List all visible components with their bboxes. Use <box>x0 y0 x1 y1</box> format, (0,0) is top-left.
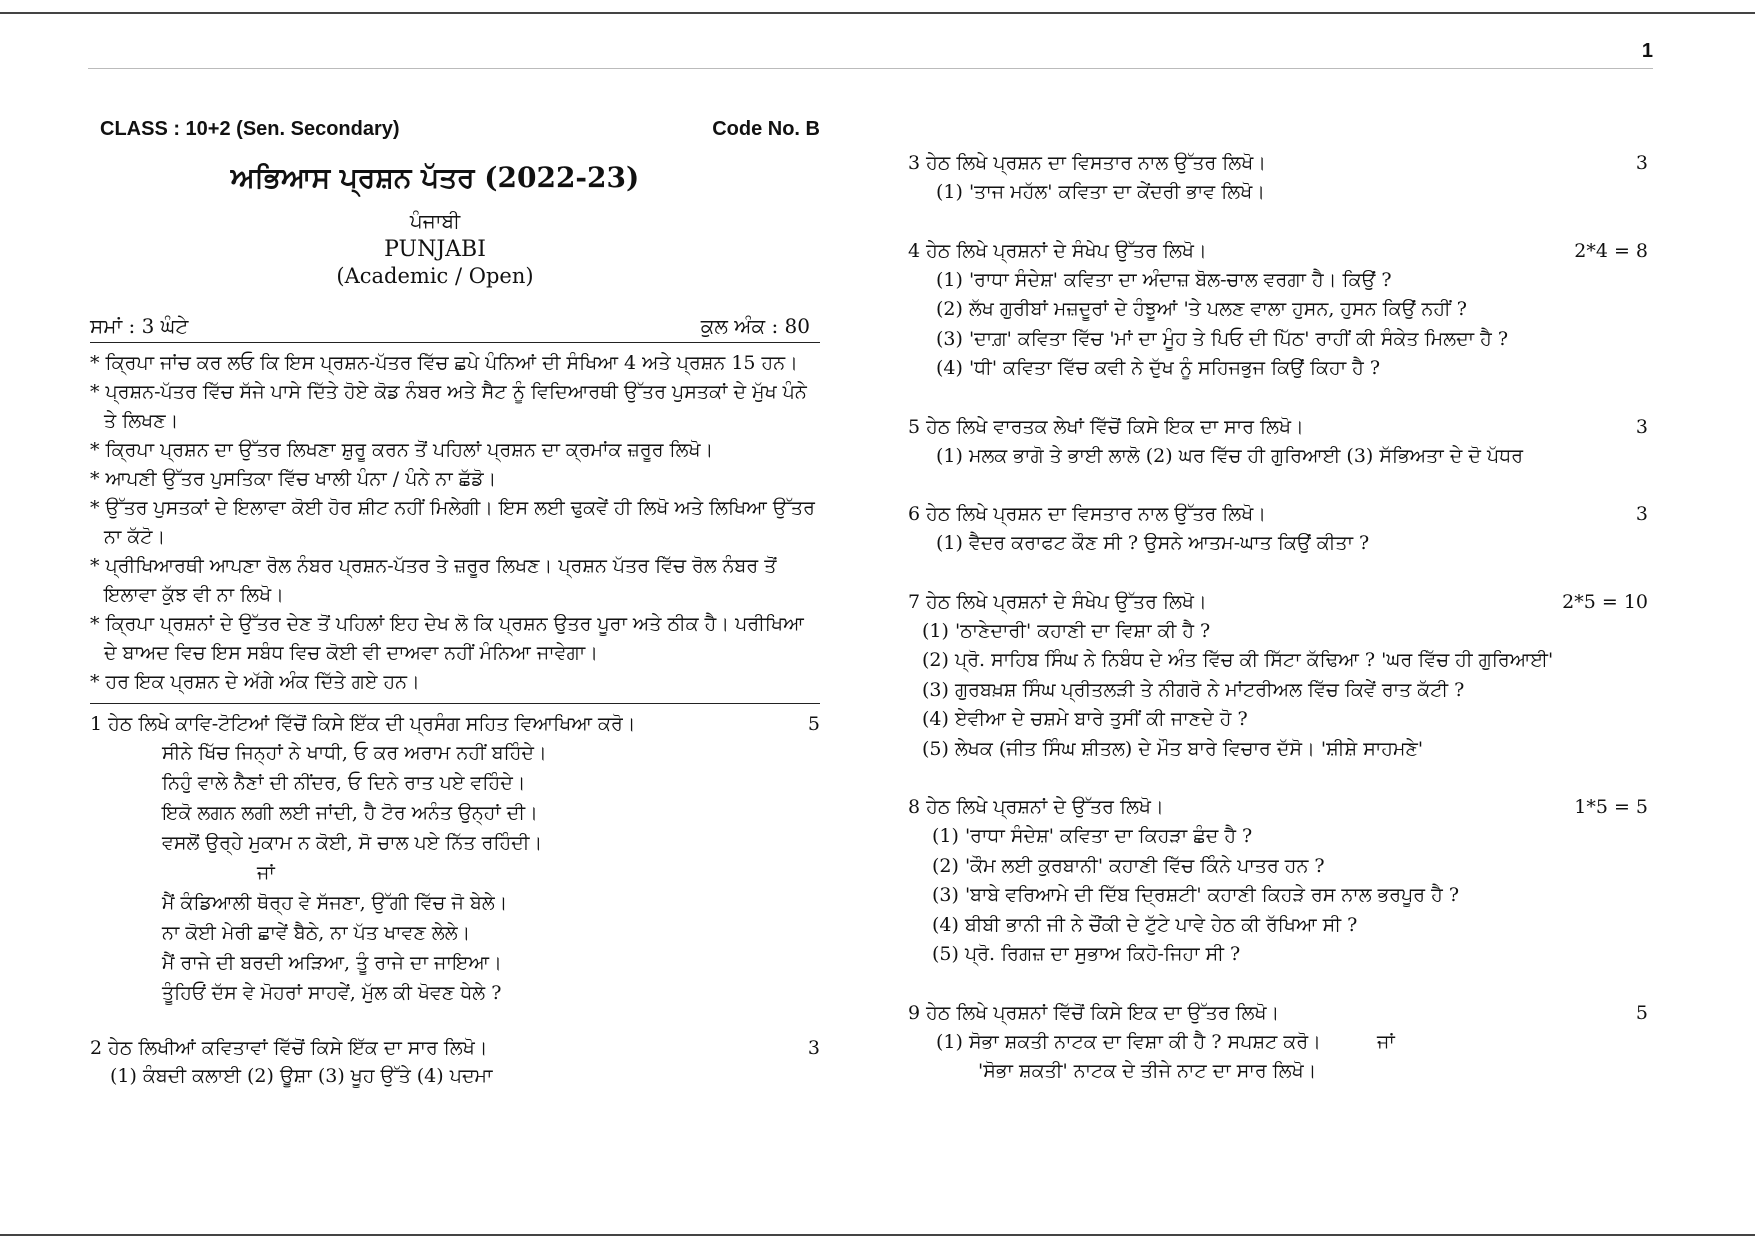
question-text: 5 ਹੇਠ ਲਿਖੇ ਵਾਰਤਕ ਲੇਖਾਂ ਵਿੱਚੋਂ ਕਿਸੇ ਇਕ ਦਾ ਸਾਰ ਲਿਖੋ। <box>908 415 1304 438</box>
question-heading <box>90 1034 820 1062</box>
question-heading <box>908 236 1648 266</box>
instructions-list <box>90 349 820 697</box>
subject-english: PUNJABI <box>384 237 486 262</box>
question-marks: 2*5 = 10 <box>1562 590 1648 613</box>
instruction-item: * ਹਰ ਇਕ ਪ੍ਰਸ਼ਨ ਦੇ ਅੱਗੇ ਅੰਕ ਦਿੱਤੇ ਗਏ ਹਨ। <box>90 671 420 693</box>
question-heading <box>908 998 1648 1028</box>
sub-question <box>908 1028 1648 1058</box>
question-1 <box>90 710 820 1008</box>
question-marks: 3 <box>1635 503 1648 525</box>
poem-line: ਨਿਹੁੰ ਵਾਲੇ ਨੈਣਾਂ ਦੀ ਨੀਂਦਰ, ਓ ਦਿਨੇ ਰਾਤ ਪਏ ਵਹਿੰਦੇ। <box>162 772 526 794</box>
stream-label: (Academic / Open) <box>336 264 534 288</box>
instruction-item: * ਪ੍ਰੀਖਿਆਰਥੀ ਆਪਣਾ ਰੋਲ ਨੰਬਰ ਪ੍ਰਸ਼ਨ-ਪੱਤਰ ਤੇ ਜ਼ਰੂਰ ਲਿਖਣ। ਪ੍ਰਸ਼ਨ ਪੱਤਰ ਵਿੱਚ ਰੋਲ ਨੰਬਰ ਤੋਂ ਇਲਾਵਾ ਕੁੱਝ ਵੀ ਨਾ ਲਿਖੋ। <box>90 555 777 606</box>
instruction-item: * ਆਪਣੀ ਉੱਤਰ ਪੁਸਤਿਕਾ ਵਿੱਚ ਖਾਲੀ ਪੰਨਾ / ਪੰਨੇ ਨਾ ਛੱਡੋ। <box>90 468 497 490</box>
sub-question: (1) ਵੈਦਰ ਕਰਾਫਟ ਕੌਣ ਸੀ ? ਉਸਨੇ ਆਤਮ-ਘਾਤ ਕਿਉਂ ਕੀਤਾ ? <box>936 532 1370 554</box>
sub-question: (2) ਲੱਖ ਗੁਰੀਬਾਂ ਮਜ਼ਦੂਰਾਂ ਦੇ ਹੰਝੂਆਂ 'ਤੇ ਪਲਣ ਵਾਲਾ ਹੁਸਨ, ਹੁਸਨ ਕਿਉਂ ਨਹੀਂ ? <box>936 298 1467 320</box>
sub-question: (4) ਬੀਬੀ ਭਾਨੀ ਜੀ ਨੇ ਚੌਂਕੀ ਦੇ ਟੁੱਟੇ ਪਾਵੇ ਹੇਠ ਕੀ ਰੱਖਿਆ ਸੀ ? <box>932 913 1358 936</box>
question-text: 1 ਹੇਠ ਲਿਖੇ ਕਾਵਿ-ਟੋਟਿਆਂ ਵਿੱਚੋਂ ਕਿਸੇ ਇੱਕ ਦੀ ਪ੍ਰਸੰਗ ਸਹਿਤ ਵਿਆਖਿਆ ਕਰੋ। <box>90 713 636 735</box>
sub-question: (3) 'ਦਾਗ਼' ਕਵਿਤਾ ਵਿੱਚ 'ਮਾਂ ਦਾ ਮੂੰਹ ਤੇ ਪਿਓ ਦੀ ਪਿੱਠ' ਰਾਹੀਂ ਕੀ ਸੰਕੇਤ ਮਿਲਦਾ ਹੈ ? <box>936 327 1509 350</box>
question-marks: 1*5 = 5 <box>1574 796 1648 818</box>
time-marks-row <box>90 314 820 338</box>
sub-question: 'ਸੋਭਾ ਸ਼ਕਤੀ' ਨਾਟਕ ਦੇ ਤੀਜੇ ਨਾਟ ਦਾ ਸਾਰ ਲਿਖੋ। <box>978 1060 1317 1082</box>
poem-line: ਮੈਂ ਕੰਡਿਆਲੀ ਥੋਰ੍ਹ ਵੇ ਸੱਜਣਾ, ਉੱਗੀ ਵਿੱਚ ਜੋ ਬੇਲੇ। <box>162 892 508 914</box>
poem-line: ਇਕੋ ਲਗਨ ਲਗੀ ਲਈ ਜਾਂਦੀ, ਹੈ ਟੋਰ ਅਨੰਤ ਉਨ੍ਹਾਂ ਦੀ। <box>162 802 538 824</box>
top-border <box>0 12 1755 14</box>
sub-question: (1) ਮਲਕ ਭਾਗੋ ਤੇ ਭਾਈ ਲਾਲੋ (2) ਘਰ ਵਿੱਚ ਹੀ ਗੁਰਿਆਈ (3) ਸੱਭਿਅਤਾ ਦੇ ਦੋ ਪੱਧਰ <box>936 444 1523 467</box>
question-text: 4 ਹੇਠ ਲਿਖੇ ਪ੍ਰਸ਼ਨਾਂ ਦੇ ਸੰਖੇਪ ਉੱਤਰ ਲਿਖੋ। <box>908 239 1207 262</box>
instruction-item: * ਕ੍ਰਿਪਾ ਪ੍ਰਸ਼ਨਾਂ ਦੇ ਉੱਤਰ ਦੇਣ ਤੋਂ ਪਹਿਲਾਂ ਇਹ ਦੇਖ ਲੋ ਕਿ ਪ੍ਰਸ਼ਨ ਉਤਰ ਪੂਰਾ ਅਤੇ ਠੀਕ ਹੈ। ਪਰੀਖਿਆ ਦੇ ਬਾਅਦ ਵਿਚ ਇਸ ਸਬੰਧ ਵਿਚ ਕੋਈ ਵੀ ਦਾਅਵਾ ਨਹੀਂ ਮੰਨਿਆ ਜਾਵੇਗਾ। <box>90 613 804 664</box>
sub-question: (1) 'ਰਾਧਾ ਸੰਦੇਸ਼' ਕਵਿਤਾ ਦਾ ਅੰਦਾਜ਼ ਬੋਲ-ਚਾਲ ਵਰਗਾ ਹੈ। ਕਿਉਂ ? <box>936 268 1392 291</box>
instruction-item: * ਉੱਤਰ ਪੁਸਤਕਾਂ ਦੇ ਇਲਾਵਾ ਕੋਈ ਹੋਰ ਸ਼ੀਟ ਨਹੀਂ ਮਿਲੇਗੀ। ਇਸ ਲਈ ਢੁਕਵੇਂ ਹੀ ਲਿਖੋ ਅਤੇ ਲਿਖਿਆ ਉੱਤਰ ਨਾ ਕੱਟੋ। <box>90 497 815 548</box>
sub-question: (4) 'ਧੀ' ਕਵਿਤਾ ਵਿੱਚ ਕਵੀ ਨੇ ਦੁੱਖ ਨੂੰ ਸਹਿਜਭੁਜ ਕਿਉਂ ਕਿਹਾ ਹੈ ? <box>936 357 1381 379</box>
question-heading <box>908 587 1648 617</box>
sub-question: (2) 'ਕੌਮ ਲਈ ਕੁਰਬਾਨੀ' ਕਹਾਣੀ ਵਿੱਚ ਕਿੰਨੇ ਪਾਤਰ ਹਨ ? <box>932 854 1325 877</box>
sub-question: (1) 'ਠਾਣੇਦਾਰੀ' ਕਹਾਣੀ ਦਾ ਵਿਸ਼ਾ ਕੀ ਹੈ ? <box>922 619 1211 642</box>
question-heading <box>908 792 1648 822</box>
sub-question: (4) ਏਵੀਆ ਦੇ ਚਸ਼ਮੇ ਬਾਰੇ ਤੁਸੀਂ ਕੀ ਜਾਣਦੇ ਹੋ ? <box>922 708 1248 730</box>
question-4 <box>908 236 1648 384</box>
sub-question: (5) ਲੇਖਕ (ਜੀਤ ਸਿੰਘ ਸ਼ੀਤਲ) ਦੇ ਮੌਤ ਬਾਰੇ ਵਿਚਾਰ ਦੱਸੋ। 'ਸ਼ੀਸ਼ੇ ਸਾਹਮਣੇ' <box>922 737 1424 760</box>
instructions-top-divider <box>90 342 820 343</box>
page-number: 1 <box>1641 40 1653 62</box>
subject-punjabi: ਪੰਜਾਬੀ <box>409 209 461 233</box>
paper-title: ਅਭਿਆਸ ਪ੍ਰਸ਼ਨ ਪੱਤਰ (2022-23) <box>230 161 640 194</box>
total-marks-label: ਕੁਲ ਅੰਕ : 80 <box>700 314 810 338</box>
question-marks: 3 <box>807 1037 820 1059</box>
sub-question: (1) 'ਤਾਜ ਮਹੱਲ' ਕਵਿਤਾ ਦਾ ਕੇਂਦਰੀ ਭਾਵ ਲਿਖੋ। <box>936 181 1266 203</box>
question-text: 6 ਹੇਠ ਲਿਖੇ ਪ੍ਰਸ਼ਨ ਦਾ ਵਿਸਤਾਰ ਨਾਲ ਉੱਤਰ ਲਿਖੋ। <box>908 503 1267 525</box>
poem-line: ਤੂੰਹਿਓਂ ਦੱਸ ਵੇ ਮੋਹਰਾਂ ਸਾਹਵੇਂ, ਮੁੱਲ ਕੀ ਖੋਵਣ ਧੇਲੇ ? <box>162 982 502 1004</box>
sub-question: (3) ਗੁਰਬਖ਼ਸ਼ ਸਿੰਘ ਪ੍ਰੀਤਲੜੀ ਤੇ ਨੀਗਰੋ ਨੇ ਮਾਂਟਰੀਅਲ ਵਿੱਚ ਕਿਵੇਂ ਰਾਤ ਕੱਟੀ ? <box>922 678 1465 701</box>
time-label: ਸਮਾਂ : 3 ਘੰਟੇ <box>90 314 189 338</box>
question-marks: 5 <box>1635 1001 1648 1024</box>
question-marks: 5 <box>807 713 820 735</box>
question-marks: 3 <box>1635 415 1648 438</box>
sub-question: (1) 'ਰਾਧਾ ਸੰਦੇਸ਼' ਕਵਿਤਾ ਦਾ ਕਿਹੜਾ ਛੰਦ ਹੈ ? <box>932 825 1253 847</box>
question-text: 9 ਹੇਠ ਲਿਖੇ ਪ੍ਰਸ਼ਨਾਂ ਵਿੱਚੋਂ ਕਿਸੇ ਇਕ ਦਾ ਉੱਤਰ ਲਿਖੋ। <box>908 1001 1280 1024</box>
question-7 <box>908 587 1648 765</box>
question-heading <box>908 148 1648 178</box>
code-label: Code No. B <box>712 118 820 140</box>
question-heading <box>90 710 820 738</box>
question-text: 7 ਹੇਠ ਲਿਖੇ ਪ੍ਰਸ਼ਨਾਂ ਦੇ ਸੰਖੇਪ ਉੱਤਰ ਲਿਖੋ। <box>908 590 1207 613</box>
sub-question: (3) 'ਬਾਬੇ ਵਰਿਆਮੇ ਦੀ ਦਿੱਬ ਦ੍ਰਿਸ਼ਟੀ' ਕਹਾਣੀ ਕਿਹੜੇ ਰਸ ਨਾਲ ਭਰਪੂਰ ਹੈ ? <box>932 884 1460 906</box>
question-5 <box>908 412 1648 472</box>
instruction-item: * ਕ੍ਰਿਪਾ ਜਾਂਚ ਕਰ ਲਓ ਕਿ ਇਸ ਪ੍ਰਸ਼ਨ-ਪੱਤਰ ਵਿੱਚ ਛਪੇ ਪੰਨਿਆਂ ਦੀ ਸੰਖਿਆ 4 ਅਤੇ ਪ੍ਰਸ਼ਨ 15 ਹਨ। <box>90 352 798 374</box>
instructions-bottom-divider <box>90 703 820 704</box>
meta-row <box>100 118 820 141</box>
instruction-item: * ਕ੍ਰਿਪਾ ਪ੍ਰਸ਼ਨ ਦਾ ਉੱਤਰ ਲਿਖਣਾ ਸ਼ੁਰੂ ਕਰਨ ਤੋਂ ਪਹਿਲਾਂ ਪ੍ਰਸ਼ਨ ਦਾ ਕ੍ਰਮਾਂਕ ਜ਼ਰੂਰ ਲਿਖੋ। <box>90 439 714 461</box>
question-text: 3 ਹੇਠ ਲਿਖੇ ਪ੍ਰਸ਼ਨ ਦਾ ਵਿਸਤਾਰ ਨਾਲ ਉੱਤਰ ਲਿਖੋ। <box>908 152 1267 174</box>
sub-question: (5) ਪ੍ਰੋ. ਰਿਗਜ਼ ਦਾ ਸੁਭਾਅ ਕਿਹੋ-ਜਿਹਾ ਸੀ ? <box>932 943 1241 965</box>
poem-line: ਨਾ ਕੋਈ ਮੇਰੀ ਛਾਵੇਂ ਬੈਠੇ, ਨਾ ਪੱਤ ਖਾਵਣ ਲੇਲੇ। <box>162 922 471 944</box>
poem-excerpt-a <box>90 738 820 1008</box>
sub-question-text: (1) ਸੋਭਾ ਸ਼ਕਤੀ ਨਾਟਕ ਦਾ ਵਿਸ਼ਾ ਕੀ ਹੈ ? ਸਪਸ਼ਟ ਕਰੋ। <box>936 1030 1321 1053</box>
poem-line: ਮੈਂ ਰਾਜੇ ਦੀ ਬਰਦੀ ਅੜਿਆ, ਤੂੰ ਰਾਜੇ ਦਾ ਜਾਇਆ। <box>162 952 502 974</box>
question-2 <box>90 1034 820 1091</box>
sub-question: (2) ਪ੍ਰੋ. ਸਾਹਿਬ ਸਿੰਘ ਨੇ ਨਿਬੰਧ ਦੇ ਅੰਤ ਵਿੱਚ ਕੀ ਸਿੱਟਾ ਕੱਢਿਆ ? 'ਘਰ ਵਿੱਚ ਹੀ ਗੁਰਿਆਈ' <box>922 649 1554 671</box>
or-label: ਜਾਂ <box>1376 1030 1395 1053</box>
class-label: CLASS : 10+2 (Sen. Secondary) <box>100 118 400 140</box>
header-divider <box>88 68 1653 69</box>
question-heading <box>908 412 1648 442</box>
question-8 <box>908 792 1648 970</box>
poem-line: ਸੀਨੇ ਖਿੱਚ ਜਿਨ੍ਹਾਂ ਨੇ ਖਾਧੀ, ਓ ਕਰ ਅਰਾਮ ਨਹੀਂ ਬਹਿੰਦੇ। <box>162 742 547 764</box>
or-label: ਜਾਂ <box>257 862 275 884</box>
left-column <box>90 118 820 1117</box>
question-text: 2 ਹੇਠ ਲਿਖੀਆਂ ਕਵਿਤਾਵਾਂ ਵਿੱਚੋਂ ਕਿਸੇ ਇੱਕ ਦਾ ਸਾਰ ਲਿਖੋ। <box>90 1037 488 1059</box>
question-text: 8 ਹੇਠ ਲਿਖੇ ਪ੍ਰਸ਼ਨਾਂ ਦੇ ਉੱਤਰ ਲਿਖੋ। <box>908 796 1164 818</box>
bottom-border <box>0 1234 1755 1236</box>
question-heading <box>908 499 1648 529</box>
instruction-item: * ਪ੍ਰਸ਼ਨ-ਪੱਤਰ ਵਿੱਚ ਸੱਜੇ ਪਾਸੇ ਦਿੱਤੇ ਹੋਏ ਕੋਡ ਨੰਬਰ ਅਤੇ ਸੈਟ ਨੂੰ ਵਿਦਿਆਰਥੀ ਉੱਤਰ ਪੁਸਤਕਾਂ ਦੇ ਮੁੱਖ ਪੰਨੇ ਤੇ ਲਿਖਣ। <box>90 381 807 432</box>
question-marks: 3 <box>1635 152 1648 174</box>
right-column <box>908 148 1648 1115</box>
question-6 <box>908 499 1648 559</box>
question-9 <box>908 998 1648 1087</box>
question-options: (1) ਕੰਬਦੀ ਕਲਾਈ (2) ਊਸ਼ਾ (3) ਖੂਹ ਉੱਤੇ (4) ਪਦਮਾ <box>110 1065 493 1087</box>
poem-line: ਵਸਲੋਂ ਉਰ੍ਹੇ ਮੁਕਾਮ ਨ ਕੋਈ, ਸੋ ਚਾਲ ਪਏ ਨਿੱਤ ਰਹਿੰਦੀ। <box>162 832 543 854</box>
question-3 <box>908 148 1648 208</box>
question-marks: 2*4 = 8 <box>1574 239 1648 262</box>
